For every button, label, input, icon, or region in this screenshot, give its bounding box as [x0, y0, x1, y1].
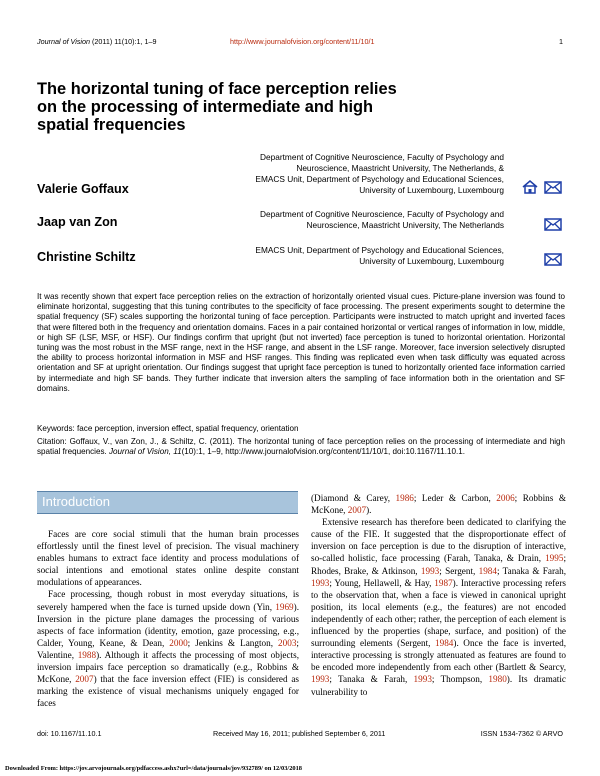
author-van-zon: Jaap van Zon	[37, 215, 118, 229]
ref-link[interactable]: 1995	[545, 553, 564, 564]
ref-link[interactable]: 1993	[420, 565, 440, 576]
ref-link[interactable]: 1993	[413, 674, 432, 685]
paragraph-1: Faces are core social stimuli that the human brain processes effortlessly until the finest level of precision. The visual machinery enables humans to extract face identity and process modulations of social intentions and emotional states online despite constant modulations of appearances.	[37, 529, 299, 588]
ref-link[interactable]: 2007	[75, 674, 94, 685]
ref-link[interactable]: 1986	[395, 493, 414, 503]
affiliation-goffaux: Department of Cognitive Neuroscience, Faculty of Psychology and Neuroscience, Maastricht University, The Netherlands, & EMACS Unit, Department of Psychology and Educational Sciences, University of Luxembourg, Luxembourg	[255, 152, 504, 195]
ref-link[interactable]: 1993	[311, 674, 330, 685]
ref-link[interactable]: 2007	[347, 505, 367, 516]
page-number: 1	[559, 37, 563, 46]
email-icon[interactable]	[544, 253, 562, 266]
paragraph-3: Extensive research has therefore been dedicated to clarifying the cause of the FIE. It suggested that the disproportionate effect of inversion on face perception is due to the disruption of interactive, so-called holistic, face processing (Farah, Tanaka, & Drain, 1995; Rhodes, Brake, & Atkinson, 1993; Sergent, 1984; Tanaka & Farah, 1993; Young, Hellawell, & Hay, 1987). Interactive processing refers to the observation that, when a face is viewed in canonical upright position, its local elements (e.g., the features) are not encoded independently of each other; rather, the perception of each element is influenced by the properties (shape, surface, and position) of the surrounding elements (Sergent, 1984). Once the face is inverted, interactive processing is strongly attenuated as features are found to be encoded more independently from each other (Bartlett & Searcy, 1993; Tanaka & Farah, 1993; Thompson, 1980). Its dramatic vulnerability to	[311, 517, 566, 697]
ref-link[interactable]: 2006	[496, 493, 515, 503]
author-van-zon-icons	[544, 218, 562, 231]
ref-link[interactable]: 1980	[488, 674, 507, 685]
paragraph-continued: (Diamond & Carey, 1986; Leder & Carbon, 2006; Robbins & McKone, 2007).	[311, 493, 566, 516]
paper-title: The horizontal tuning of face perception relies on the processing of intermediate and high spatial frequencies	[37, 80, 397, 134]
citation: Citation: Goffaux, V., van Zon, J., & Schiltz, C. (2011). The horizontal tuning of face perception relies on the processing of intermediate and high spatial frequencies. Journal of Vision, 11(10):1, 1–9, http://www.journalofvision.org/content/11/10/1, doi:10.1167/11.10.1.	[37, 437, 565, 457]
running-header-url[interactable]: http://www.journalofvision.org/content/11/10/1	[230, 37, 375, 46]
ref-link[interactable]: 1993	[311, 577, 330, 588]
author-schiltz: Christine Schiltz	[37, 250, 136, 264]
affiliation-van-zon: Department of Cognitive Neuroscience, Faculty of Psychology and Neuroscience, Maastricht University, The Netherlands	[260, 209, 504, 230]
keywords: Keywords: face perception, inversion effect, spatial frequency, orientation	[37, 424, 299, 433]
body-left-column	[37, 528, 299, 709]
email-icon[interactable]	[544, 218, 562, 231]
footer-doi: doi: 10.1167/11.10.1	[37, 729, 102, 738]
running-header-journal: Journal of Vision (2011) 11(10):1, 1–9	[37, 37, 157, 46]
author-schiltz-icons	[544, 253, 562, 266]
intro-heading: Introduction	[42, 494, 110, 509]
body-right-column	[311, 492, 566, 698]
ref-link[interactable]: 1988	[77, 649, 97, 660]
paragraph-2: Face processing, though robust in most everyday situations, is severely hampered when the face is turned upside down (Yin, 1969). Inversion in the picture plane damages the processing of various aspects of face information (identity, emotion, gaze processing, e.g., Calder, Young, Keane, & Dean, 2000; Jenkins & Langton, 2003; Valentine, 1988). Although it affects the processing of most objects, inversion impairs face perception so dramatically (e.g., Robbins & McKone, 2007) that the face inversion effect (FIE) is considered as marking the existence of visual mechanisms uniquely engaged for faces	[37, 589, 299, 709]
author-goffaux-icons	[522, 180, 562, 194]
ref-link[interactable]: 1987	[434, 577, 453, 588]
abstract: It was recently shown that expert face perception relies on the extraction of horizontally oriented visual cues. Picture-plane inversion was found to eliminate horizontal, suggesting that this tuning contributes to the specificity of face processing. The present experiments sought to determine the spatial frequency (SF) scales supporting the horizontal tuning of face perception. Participants were instructed to match upright and inverted faces that were filtered both in the frequency and orientation domains. Faces in a pair contained horizontal or vertical ranges of information in low, middle, or high SF (LSF, MSF, or HSF). Our findings confirm that upright (but not inverted) face perception is tuned to horizontal orientation. Horizontal tuning was the most robust in the MSF range, next in the HSF range, and absent in the LSF range. Moreover, face inversion selectively disrupted the ability to process horizontal information in MSF and HSF ranges. This finding was replicated even when task difficulty was equated across orientation and SF at upright orientation. Our findings suggest that upright face perception is tuned to horizontally oriented face information carried by intermediate and high SF bands. They further indicate that inversion alters the sampling of face information both in the orientation and SF domains.	[37, 292, 565, 393]
email-icon[interactable]	[544, 181, 562, 194]
ref-link[interactable]: 2003	[278, 637, 297, 648]
ref-link[interactable]: 1984	[435, 638, 454, 649]
author-goffaux: Valerie Goffaux	[37, 182, 129, 196]
affiliation-schiltz: EMACS Unit, Department of Psychology and Educational Sciences, University of Luxembourg, Luxembourg	[255, 245, 504, 266]
ref-link[interactable]: 1969	[275, 601, 294, 612]
ref-link[interactable]: 2000	[169, 637, 188, 648]
footer-received: Received May 16, 2011; published September 6, 2011	[213, 729, 386, 738]
download-note: Downloaded From: https://jov.arvojournals.org/pdfaccess.ashx?url=/data/journals/jov/932789/ on 12/03/2018	[5, 765, 302, 772]
ref-link[interactable]: 1984	[478, 565, 497, 576]
footer-issn: ISSN 1534-7362 © ARVO	[480, 729, 563, 738]
home-icon[interactable]	[522, 180, 538, 194]
